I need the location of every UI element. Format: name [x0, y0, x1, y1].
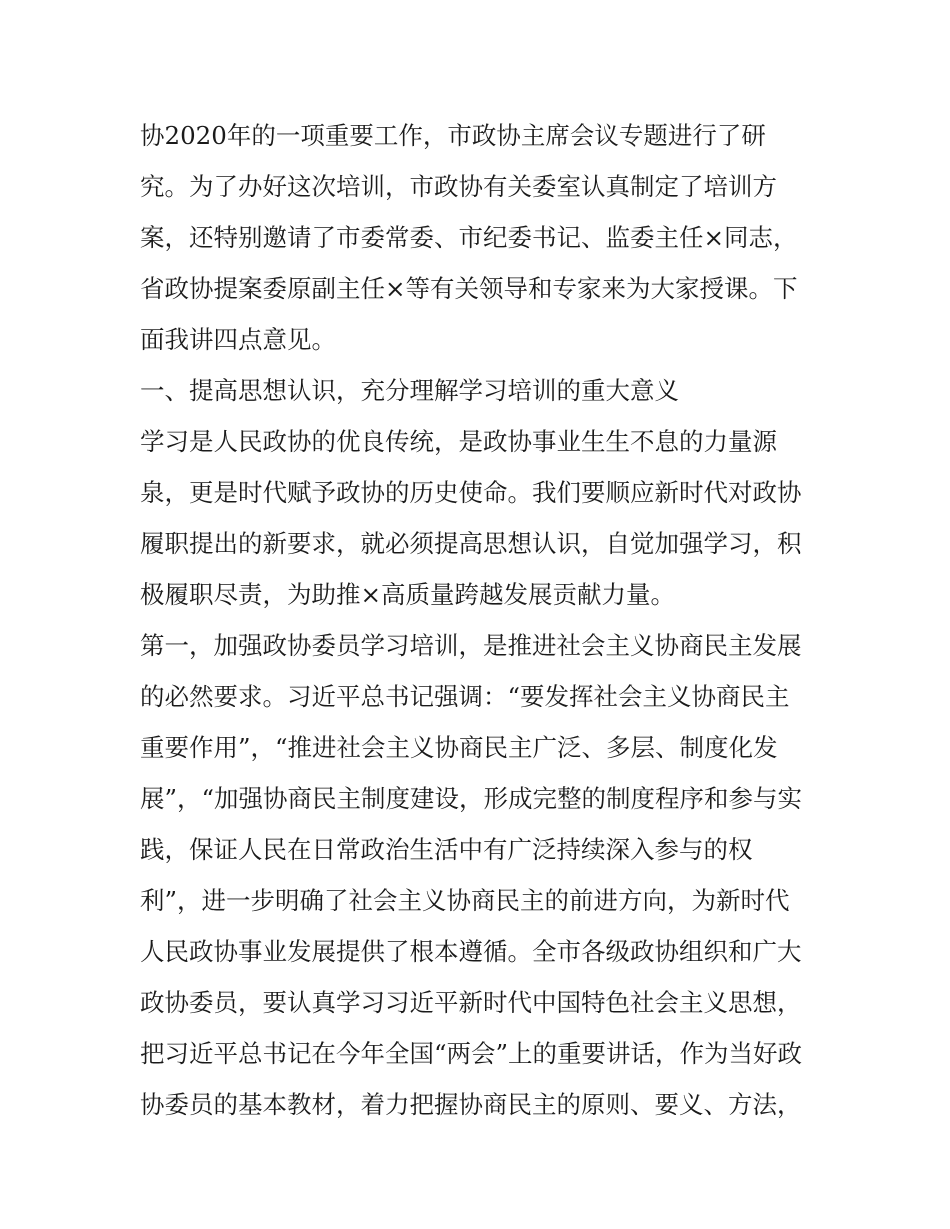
text-line-11: 第一，加强政协委员学习培训，是推进社会主义协商民主发展	[140, 631, 802, 660]
section-heading: 一、提高思想认识，充分理解学习培训的重大意义	[140, 376, 679, 405]
text-line-2: 究。为了办好这次培训，市政协有关委室认真制定了培训方	[140, 172, 777, 201]
text-line-5: 面我讲四点意见。	[140, 325, 336, 354]
text-line-10: 极履职尽责，为助推×高质量跨越发展贡献力量。	[140, 580, 676, 609]
text-line-12: 的必然要求。习近平总书记强调：“要发挥社会主义协商民主	[140, 682, 790, 711]
text-line-20: 协委员的基本教材，着力把握协商民主的原则、要义、方法，	[140, 1090, 802, 1119]
text-line-19: 把习近平总书记在今年全国“两会”上的重要讲话，作为当好政	[140, 1039, 803, 1068]
text-line-14: 展”，“加强协商民主制度建设，形成完整的制度程序和参与实	[140, 784, 803, 813]
text-line-18: 政协委员，要认真学习习近平新时代中国特色社会主义思想，	[140, 988, 802, 1017]
text-line-15: 践，保证人民在日常政治生活中有广泛持续深入参与的权	[140, 835, 753, 864]
text-line-16: 利”，进一步明确了社会主义协商民主的前进方向，为新时代	[140, 886, 790, 915]
text-line-13: 重要作用”，“推进社会主义协商民主广泛、多层、制度化发	[140, 733, 778, 762]
document-body	[140, 110, 820, 1130]
text-line-7: 学习是人民政协的优良传统，是政协事业生生不息的力量源	[140, 427, 777, 456]
text-line-8: 泉，更是时代赋予政协的历史使命。我们要顺应新时代对政协	[140, 478, 802, 507]
text-line-9: 履职提出的新要求，就必须提高思想认识，自觉加强学习，积	[140, 529, 802, 558]
text-line-4: 省政协提案委原副主任×等有关领导和专家来为大家授课。下	[140, 274, 798, 303]
text-line-3: 案，还特别邀请了市委常委、市纪委书记、监委主任×同志，	[140, 223, 798, 252]
text-line-1: 协2020年的一项重要工作，市政协主席会议专题进行了研	[140, 121, 766, 150]
text-line-17: 人民政协事业发展提供了根本遵循。全市各级政协组织和广大	[140, 937, 802, 966]
